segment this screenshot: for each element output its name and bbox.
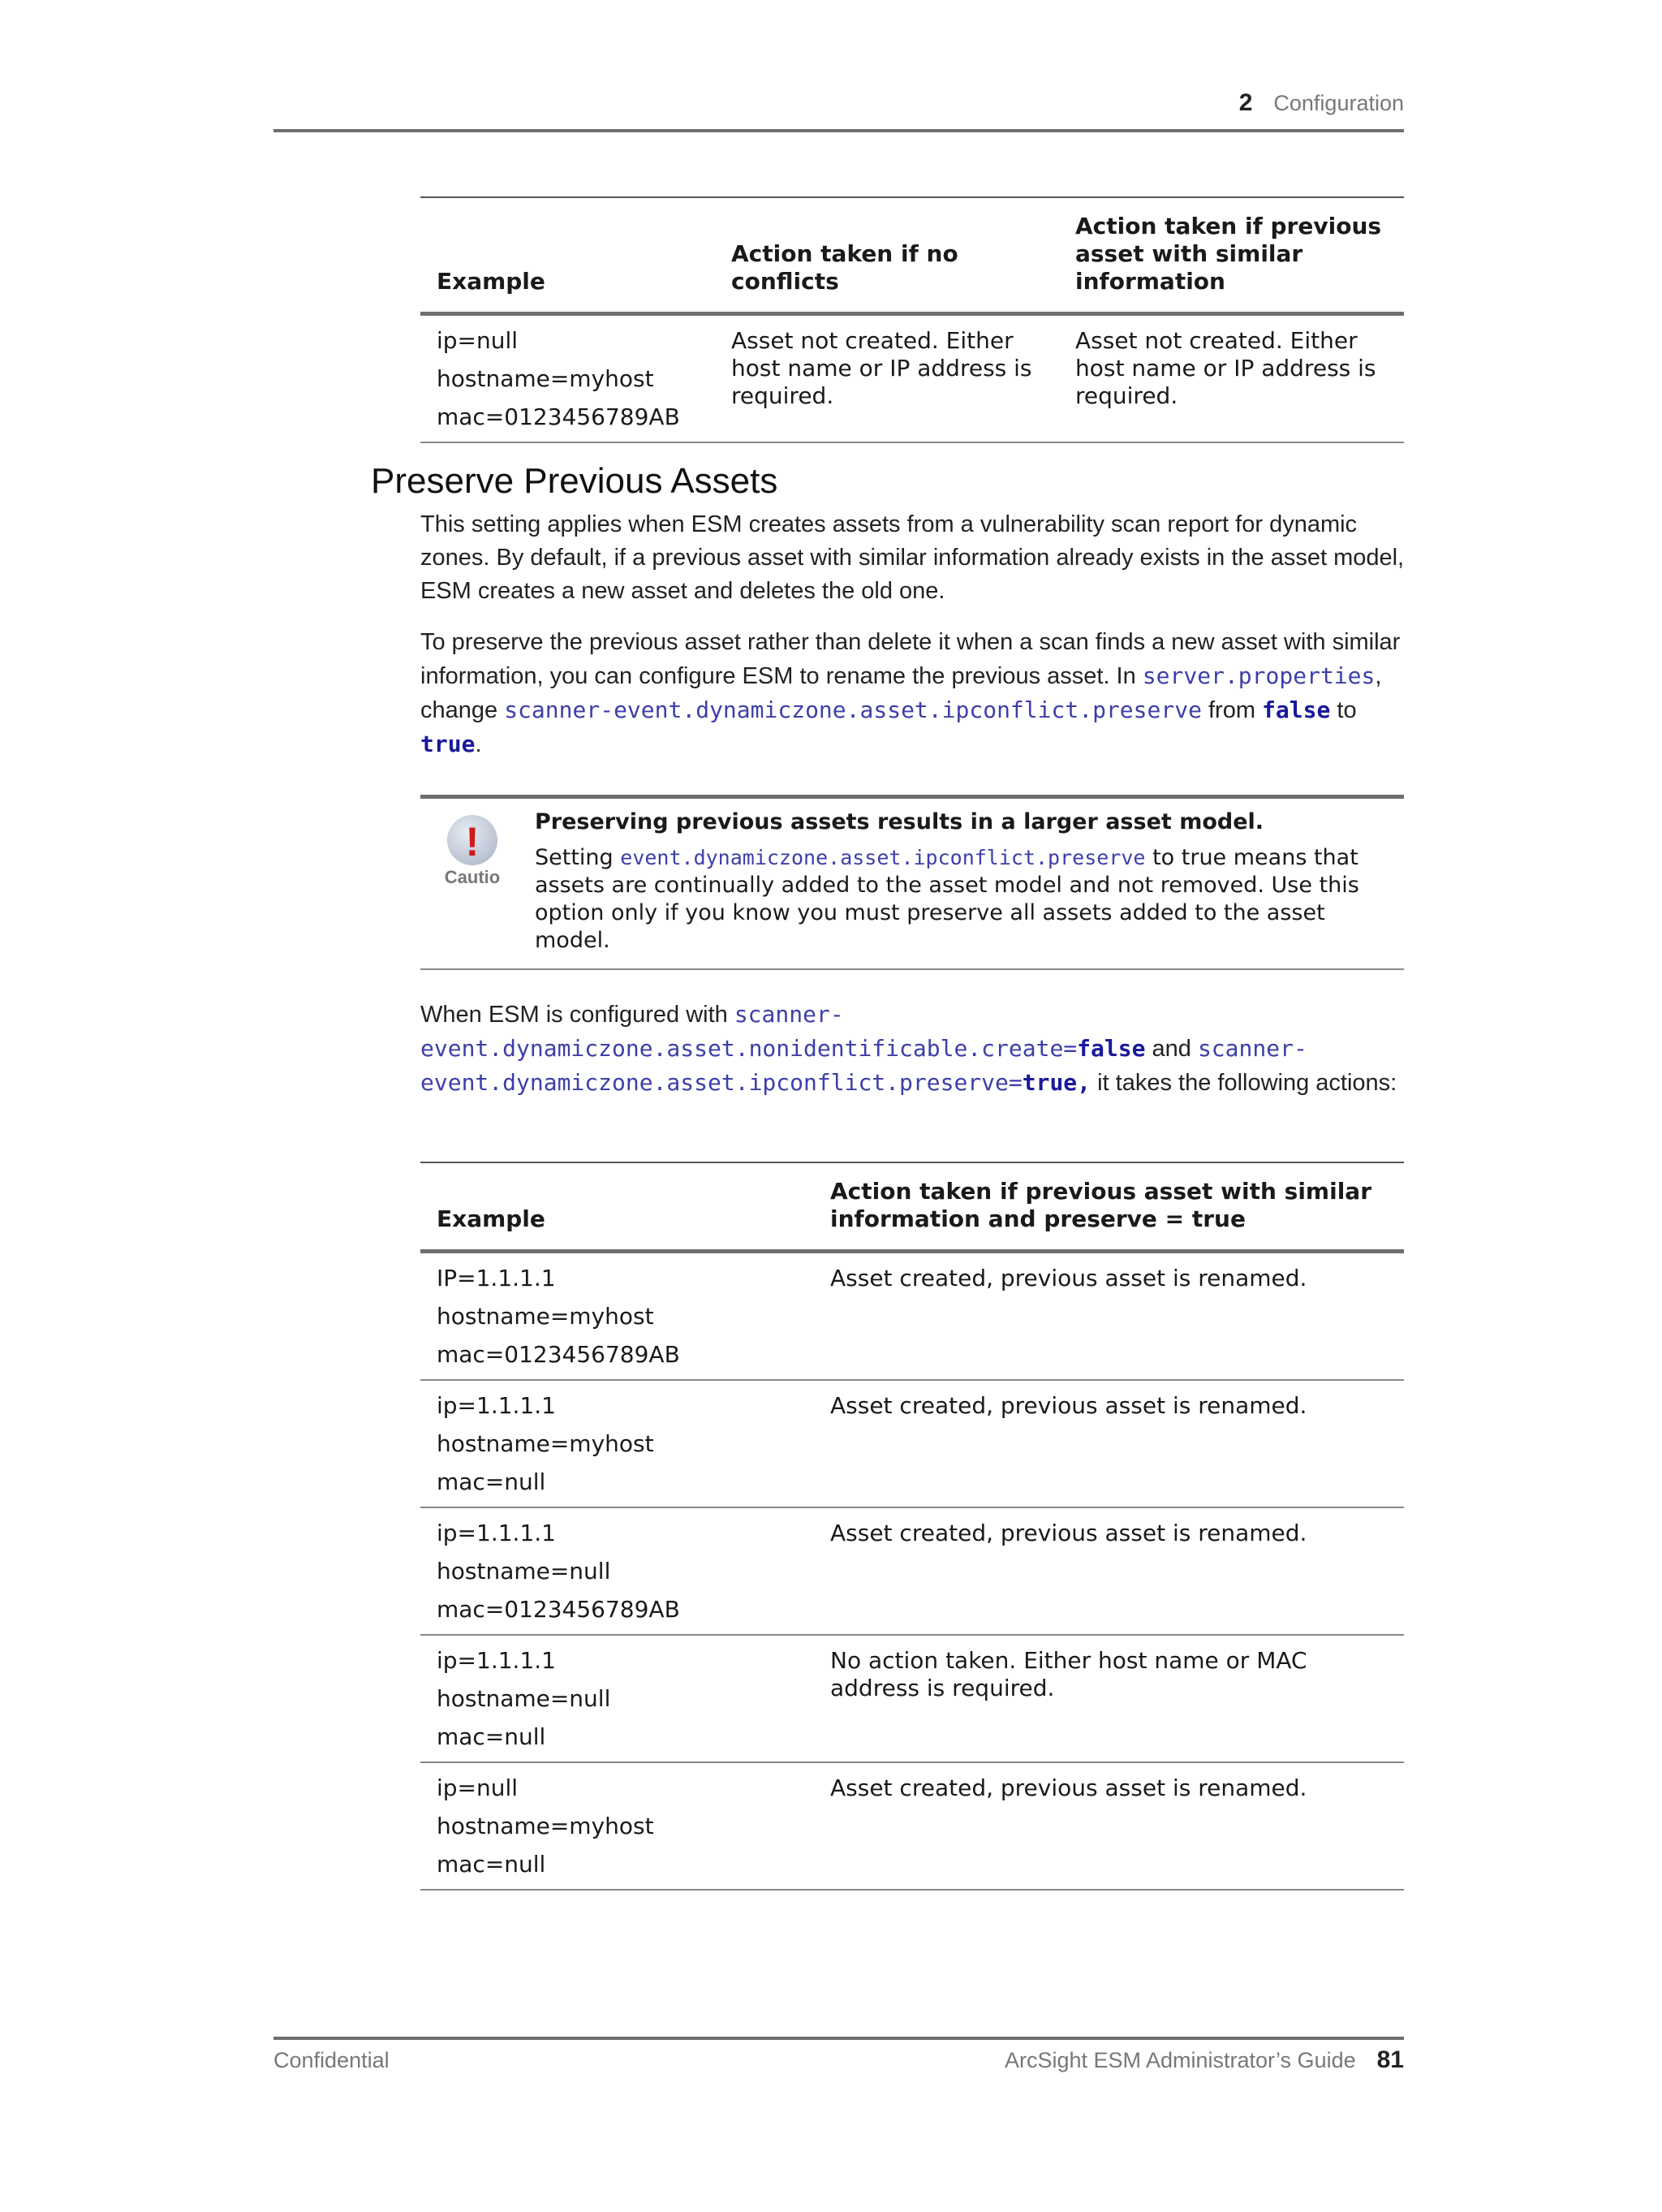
example-line: ip=null [437, 326, 519, 354]
code-property: scanner-event.dynamiczone.asset.ipconflict.preserve [504, 696, 1202, 723]
code-value: false [1262, 696, 1331, 723]
example-line: hostname=null [437, 1557, 611, 1585]
example-line: hostname=myhost [437, 1429, 654, 1457]
guide-info [1005, 2046, 1404, 2074]
example-line: hostname=myhost [437, 1302, 654, 1330]
example-line: hostname=myhost [437, 1812, 654, 1839]
column-header: Action taken if no conflicts [731, 239, 958, 295]
action-cell: Asset created, previous asset is renamed. [830, 1391, 1307, 1419]
table-row [420, 1507, 1404, 1635]
table-row [420, 1380, 1404, 1507]
caution-body [535, 808, 1395, 955]
preserve-table [420, 1162, 1404, 1891]
column-header: Action taken if previous asset with similar information [1075, 212, 1382, 295]
column-header: Action taken if previous asset with similar information and preserve = true [830, 1177, 1372, 1232]
code-property: scanner-event.dynamiczone.asset.ipconflict.preserve= [420, 1035, 1307, 1096]
table-row [420, 313, 1404, 442]
body-text [420, 508, 1406, 761]
example-cell [420, 1635, 814, 1762]
example-line: hostname=null [437, 1684, 611, 1712]
paragraph [420, 626, 1406, 761]
no-conflict-cell: Asset not created. Either host name or IP address is required. [731, 326, 1032, 409]
code-property: scanner-event.dynamiczone.asset.nonidentificable.create= [420, 1001, 1078, 1062]
caution-title: Preserving previous assets results in a larger asset model. [535, 809, 1264, 834]
text-run: from [1201, 697, 1263, 723]
page-number: 81 [1376, 2046, 1404, 2073]
text-run: To preserve the previous asset rather than delete it when a scan finds a new asset with similar information, you can configure ESM to rename the previous asset. In [420, 629, 1401, 689]
page-header [273, 83, 1404, 132]
example-line: ip=1.1.1.1 [437, 1646, 556, 1674]
confidential-label: Confidential [273, 2048, 390, 2072]
chapter-heading [1239, 89, 1404, 117]
example-cell [420, 1507, 814, 1635]
text-run: . [475, 731, 482, 757]
example-line: mac=null [437, 1850, 546, 1878]
page-footer [273, 2037, 1404, 2080]
example-line: mac=0123456789AB [437, 403, 680, 430]
text-run: it takes the following actions: [1091, 1070, 1397, 1096]
table-header-row [420, 197, 1404, 313]
column-header: Example [437, 1205, 545, 1232]
example-line: ip=1.1.1.1 [437, 1519, 556, 1546]
exclamation-icon: ! [447, 815, 497, 865]
previous-asset-cell: Asset not created. Either host name or IP address is required. [1075, 326, 1376, 409]
guide-title: ArcSight ESM Administrator’s Guide [1004, 2048, 1356, 2072]
body-text [420, 998, 1406, 1100]
example-line: mac=null [437, 1723, 546, 1750]
caution-icon-label: Cautio [444, 867, 501, 887]
example-cell [420, 1762, 814, 1890]
caution-icon [437, 815, 508, 888]
example-cell [420, 1251, 814, 1380]
code-value: false [1077, 1035, 1146, 1062]
text-run: Setting [535, 845, 621, 870]
paragraph [420, 998, 1406, 1100]
example-line: IP=1.1.1.1 [437, 1264, 556, 1291]
text-run: to true means that assets are continually added to the asset model and not removed. Use this option only if you know you must preserve all assets added to the asset model. [535, 845, 1359, 953]
example-line: mac=0123456789AB [437, 1595, 680, 1623]
column-header: Example [437, 267, 545, 295]
example-line: ip=1.1.1.1 [437, 1391, 556, 1419]
example-cell [420, 1380, 814, 1507]
action-cell: Asset created, previous asset is renamed. [830, 1264, 1307, 1291]
caution-text [535, 844, 1395, 955]
table-row [420, 1635, 1404, 1762]
table-row [420, 1251, 1404, 1380]
example-line: ip=null [437, 1774, 519, 1801]
code-property: event.dynamiczone.asset.ipconflict.preserve [620, 846, 1146, 869]
text-run: and [1145, 1036, 1198, 1062]
table-header-row [420, 1162, 1404, 1251]
section-title: Preserve Previous Assets [371, 461, 778, 501]
code-value: true [420, 731, 476, 757]
code-filename: server.properties [1142, 662, 1376, 689]
example-line: mac=null [437, 1468, 546, 1495]
text-run: , change [420, 663, 1382, 723]
conflict-table [420, 196, 1404, 443]
example-cell [420, 313, 715, 442]
caution-note [420, 795, 1404, 970]
chapter-number: 2 [1238, 89, 1253, 116]
table-row [420, 1762, 1404, 1890]
example-line: hostname=myhost [437, 364, 654, 392]
action-cell: Asset created, previous asset is renamed. [830, 1519, 1307, 1546]
text-run: When ESM is configured with [420, 1002, 734, 1028]
action-cell: No action taken. Either host name or MAC address is required. [830, 1646, 1307, 1701]
code-value: true, [1022, 1069, 1091, 1096]
chapter-title: Configuration [1273, 91, 1404, 115]
example-line: mac=0123456789AB [437, 1340, 680, 1368]
paragraph: This setting applies when ESM creates assets from a vulnerability scan report for dynamic zones. By default, if a previous asset with similar information already exists in the asset model, ESM creates a new asset and deletes the old one. [420, 511, 1405, 604]
text-run: to [1330, 697, 1357, 723]
action-cell: Asset created, previous asset is renamed. [830, 1774, 1307, 1801]
